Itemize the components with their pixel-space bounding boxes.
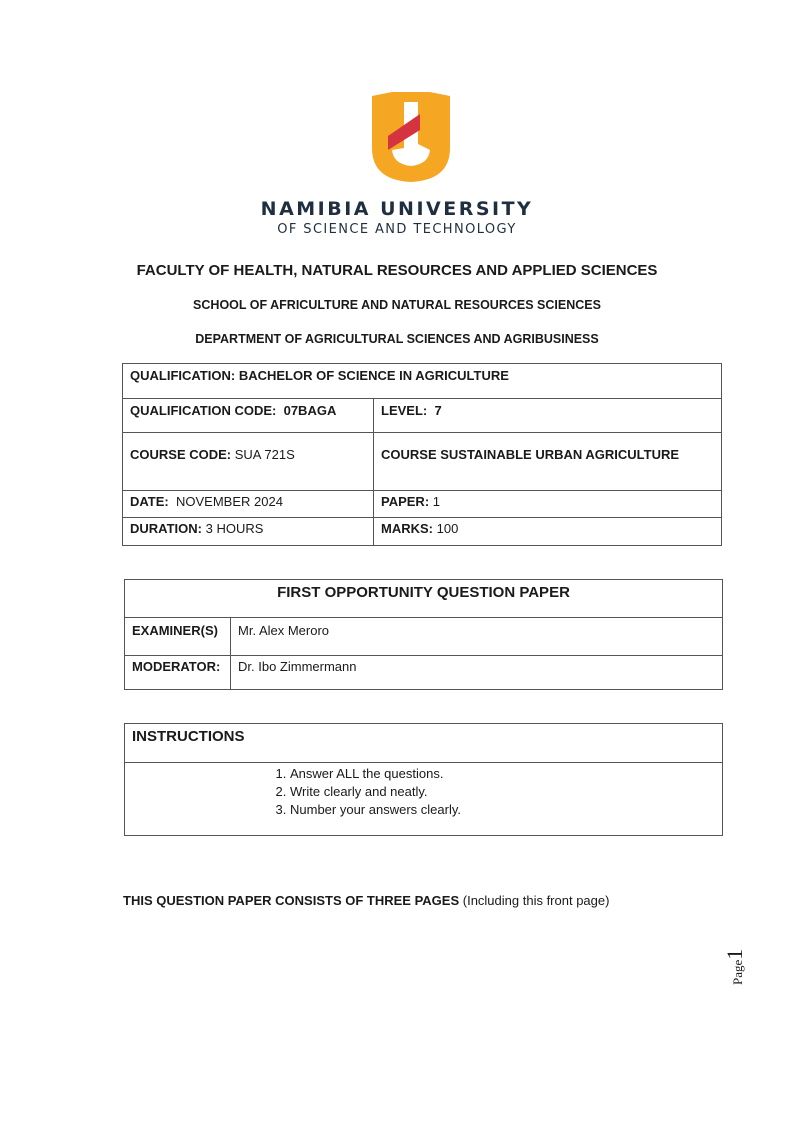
page-count-note: THIS QUESTION PAPER CONSISTS OF THREE PAGES (Including this front page) <box>123 893 610 908</box>
marks: 100 <box>436 521 459 536</box>
examiners-table <box>124 579 723 690</box>
moderator-name: Dr. Ibo Zimmermann <box>231 656 723 690</box>
examiner-name: Mr. Alex Meroro <box>231 618 723 656</box>
instruction-item: 1. Answer ALL the questions. <box>290 765 722 783</box>
faculty-heading: FACULTY OF HEALTH, NATURAL RESOURCES AND APPLIED SCIENCES <box>136 262 658 279</box>
examiner-label: EXAMINER(S) <box>125 618 231 656</box>
qualification: BACHELOR OF SCIENCE IN AGRICULTURE <box>238 368 509 383</box>
paper-number: 1 <box>432 494 441 509</box>
moderator-label: MODERATOR: <box>125 656 231 690</box>
instruction-item: 3. Number your answers clearly. <box>290 801 722 819</box>
duration: 3 HOURS <box>205 521 264 536</box>
course-code: SUA 721S <box>234 447 295 462</box>
instructions-list <box>125 763 722 819</box>
instruction-item: 2. Write clearly and neatly. <box>290 783 722 801</box>
school-heading: SCHOOL OF AFRICULTURE AND NATURAL RESOURCES SCIENCES <box>193 298 601 312</box>
university-name: NAMIBIA UNIVERSITY <box>260 198 534 220</box>
exam-date: NOVEMBER 2024 <box>176 494 283 509</box>
course-name: COURSE SUSTAINABLE URBAN AGRICULTURE <box>381 447 680 462</box>
instructions-title: INSTRUCTIONS <box>125 724 723 763</box>
page-number: Page1 <box>722 948 747 985</box>
qualification-code: 07BAGA <box>283 403 337 418</box>
university-subtitle: OF SCIENCE AND TECHNOLOGY <box>277 222 517 237</box>
department-heading: DEPARTMENT OF AGRICULTURAL SCIENCES AND AGRIBUSINESS <box>195 332 599 346</box>
course-details-table: QUALIFICATION: BACHELOR OF SCIENCE IN AGRICULTURE QUALIFICATION CODE: 07BAGA LEVEL: 7 COURSE CODE: SUA 721S COURSE SUSTAINABLE URBAN AGRICULTURE DATE: NOVEMBER 2024 PAPER: 1 DURATION: 3 HOURS MARKS: 100 <box>122 363 722 546</box>
instructions-table <box>124 723 723 836</box>
opportunity-title: FIRST OPPORTUNITY QUESTION PAPER <box>125 580 723 618</box>
level: 7 <box>434 403 442 418</box>
university-logo-icon <box>368 88 454 184</box>
